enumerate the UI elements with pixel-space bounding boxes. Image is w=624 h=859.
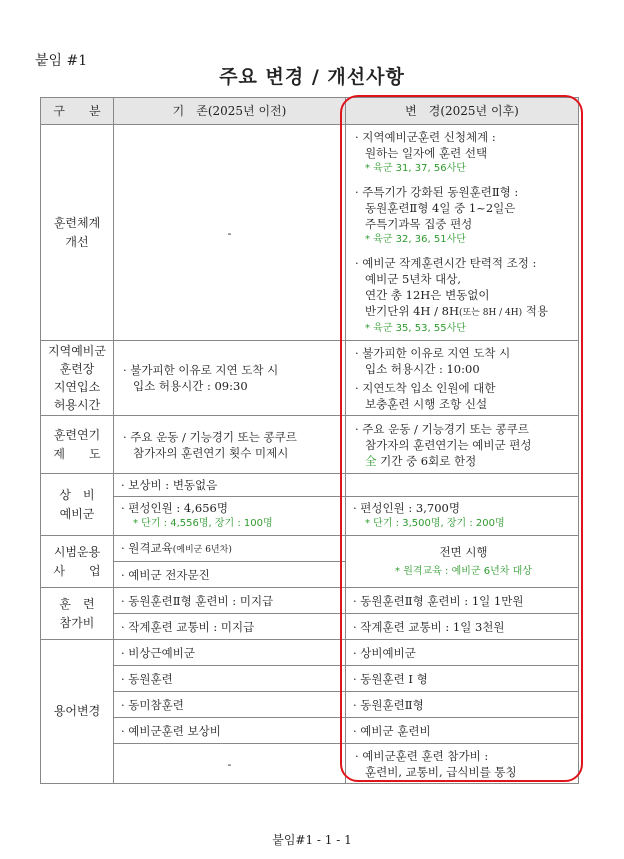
table-row	[41, 718, 579, 744]
category-cell: 시범운용 사 업	[41, 536, 114, 588]
after-cell: · 동원훈련Ⅱ형 훈련비 : 1일 1만원	[346, 588, 579, 614]
header-row	[41, 98, 579, 125]
before-cell: · 보상비 : 변동없음	[114, 474, 346, 497]
list-item: · 주특기가 강화된 동원훈련Ⅱ형 : 동원훈련Ⅱ형 4일 중 1~2일은 주특기과목 집중 편성 * 육군 32, 36, 51사단	[355, 184, 519, 245]
before-cell: · 편성인원 : 4,656명 * 단기 : 4,556명, 장기 : 100명	[114, 497, 346, 536]
after-cell: · 예비군훈련 훈련 참가비 : 훈련비, 교통비, 급식비를 통칭	[346, 744, 579, 784]
after-cell: 전면 시행 * 원격교육 : 예비군 6년차 대상	[346, 536, 579, 588]
after-cell: · 주요 운동 / 기능경기 또는 콩쿠르 참가자의 훈련연기는 예비군 편성 全 기간 중 6회로 한정	[346, 416, 579, 474]
comparison-table	[40, 97, 579, 784]
after-cell: · 편성인원 : 3,700명 * 단기 : 3,500명, 장기 : 200명	[346, 497, 579, 536]
header-before: 기 존(2025년 이전)	[114, 98, 346, 125]
before-cell: · 예비군 전자문진	[114, 562, 346, 588]
after-cell: · 불가피한 이유로 지연 도착 시 입소 허용시간 : 10:00 · 지연도착 입소 인원에 대한 보충훈련 시행 조항 신설	[346, 341, 579, 416]
table-row	[41, 341, 579, 416]
before-cell: -	[114, 125, 346, 341]
after-cell: · 상비예비군	[346, 640, 579, 666]
table-row	[41, 692, 579, 718]
table-row	[41, 640, 579, 666]
after-cell: · 동원훈련 I 형	[346, 666, 579, 692]
category-cell: 용어변경	[41, 640, 114, 784]
table-row	[41, 125, 579, 341]
after-cell: · 작계훈련 교통비 : 1일 3천원	[346, 614, 579, 640]
after-cell	[346, 474, 579, 497]
comparison-table-frame	[40, 97, 578, 777]
before-cell: -	[114, 744, 346, 784]
table-row	[41, 536, 579, 562]
table-row	[41, 416, 579, 474]
before-cell: · 동원훈련	[114, 666, 346, 692]
document-title: 주요 변경 / 개선사항	[219, 66, 405, 88]
table-row	[41, 614, 579, 640]
before-cell: · 원격교육(예비군 6년차)	[114, 536, 346, 562]
table-row	[41, 474, 579, 497]
category-cell: 훈 련 참가비	[41, 588, 114, 640]
after-cell: · 동원훈련Ⅱ형	[346, 692, 579, 718]
attachment-label: 붙임 #1	[35, 53, 88, 69]
before-cell: · 예비군훈련 보상비	[114, 718, 346, 744]
before-cell: · 비상근예비군	[114, 640, 346, 666]
list-item: · 지역예비군훈련 신청체계 : 원하는 일자에 훈련 선택 * 육군 31, 37, 56사단	[355, 129, 496, 174]
before-cell: · 주요 운동 / 기능경기 또는 콩쿠르 참가자의 훈련연기 횟수 미제시	[114, 416, 346, 474]
after-cell	[346, 125, 579, 341]
table-row	[41, 744, 579, 784]
after-cell: · 예비군 훈련비	[346, 718, 579, 744]
list-item: · 예비군 작계훈련시간 탄력적 조정 : 예비군 5년차 대상, 연간 총 12H은 변동없이 반기단위 4H / 8H(또는 8H / 4H) 적용 * 육군 35, 53, 55사단	[355, 255, 549, 334]
page-footer: 붙임#1 - 1 - 1	[272, 833, 352, 847]
table-row	[41, 666, 579, 692]
table-row	[41, 588, 579, 614]
before-cell: · 불가피한 이유로 지연 도착 시 입소 허용시간 : 09:30	[114, 341, 346, 416]
before-cell: · 작계훈련 교통비 : 미지급	[114, 614, 346, 640]
category-cell: 훈련연기 제 도	[41, 416, 114, 474]
header-after: 변 경(2025년 이후)	[346, 98, 579, 125]
before-cell: · 동미참훈련	[114, 692, 346, 718]
header-category: 구 분	[41, 98, 114, 125]
table-row	[41, 497, 579, 536]
before-cell: · 동원훈련Ⅱ형 훈련비 : 미지급	[114, 588, 346, 614]
category-cell: 지역예비군 훈련장 지연입소 허용시간	[41, 341, 114, 416]
category-cell: 상 비 예비군	[41, 474, 114, 536]
category-cell: 훈련체계 개선	[41, 125, 114, 341]
